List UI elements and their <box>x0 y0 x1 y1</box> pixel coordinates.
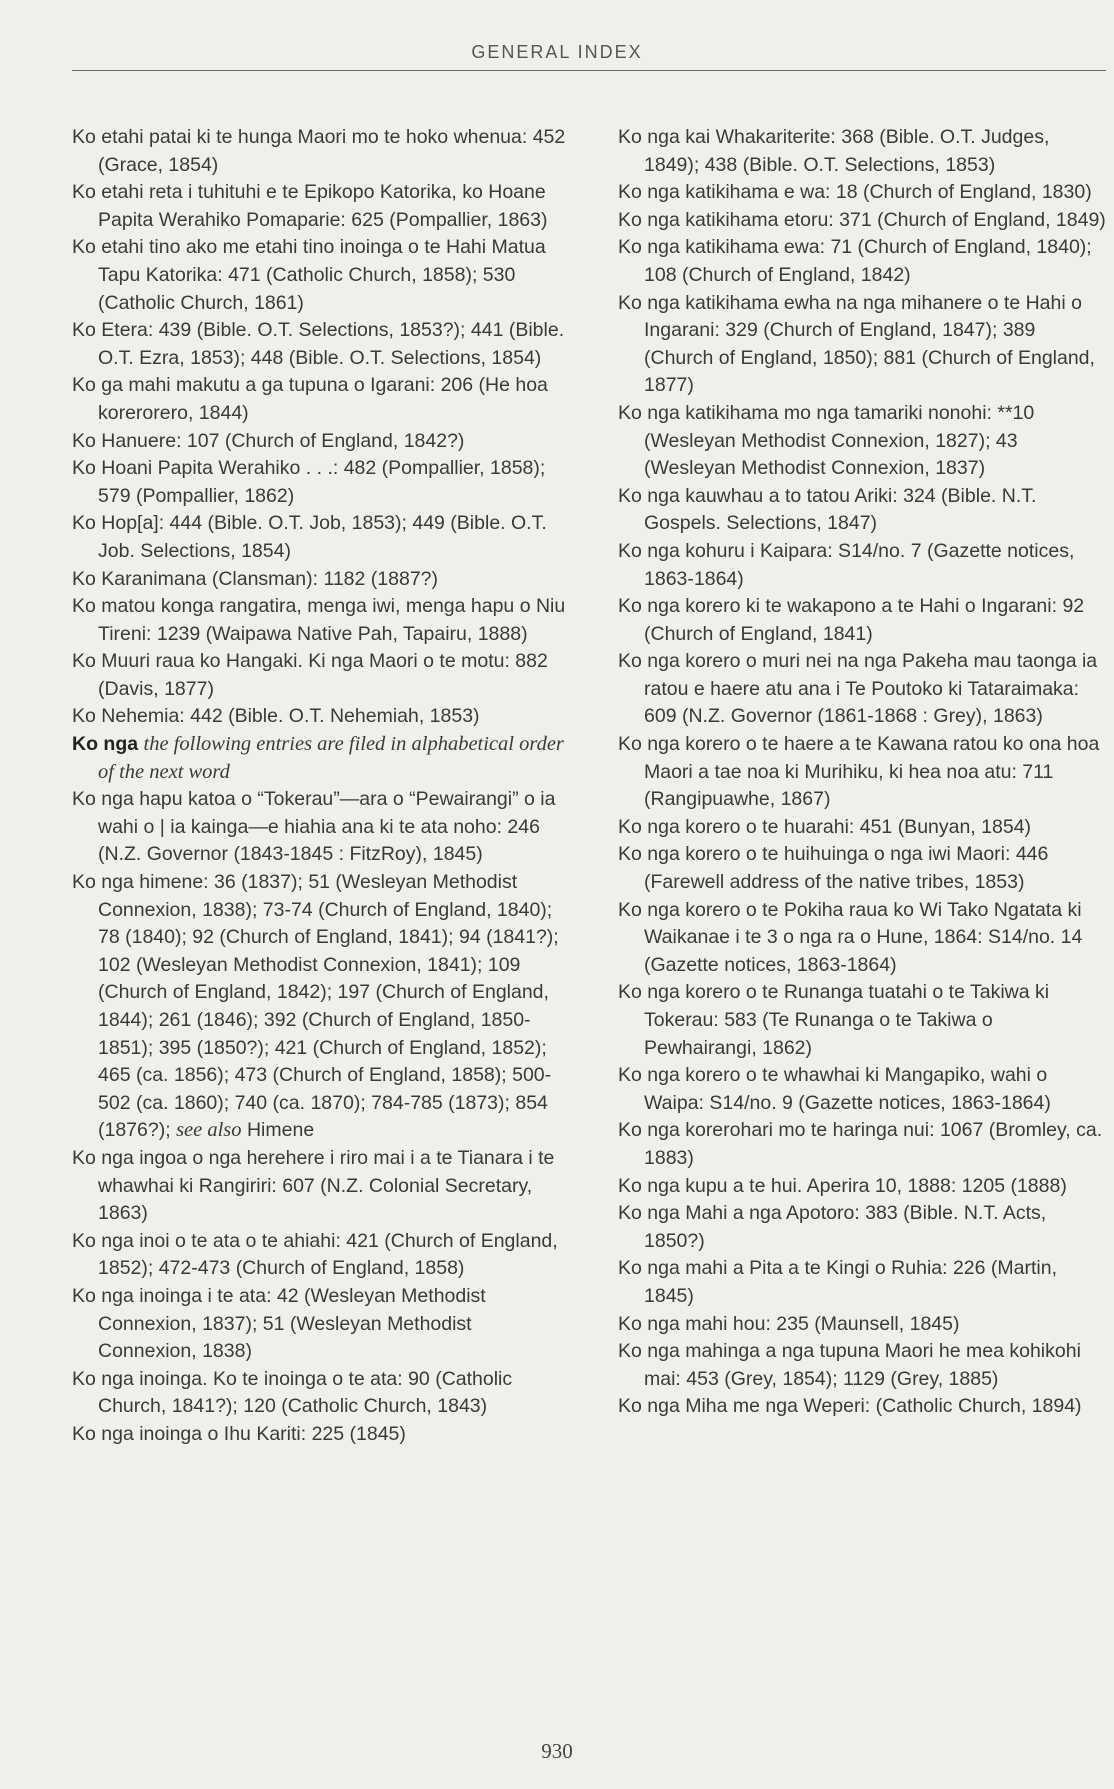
filing-note-heading <box>72 731 567 786</box>
index-entry-himene <box>72 869 567 1145</box>
index-entry: Ko nga korero o te Runanga tuatahi o te Takiwa ki Tokerau: 583 (Te Runanga o te Takiwa o Pewhairangi, 1862) <box>618 981 1050 1059</box>
left-column <box>72 124 567 1449</box>
index-entry: Ko nga inoinga o Ihu Kariti: 225 (1845) <box>72 1422 406 1445</box>
page-number: 930 <box>541 1739 573 1763</box>
index-entry: Ko nga korero o te huihuinga o nga iwi Maori: 446 (Farewell address of the native tribes, 1853) <box>618 843 1049 894</box>
index-entry: Ko etahi patai ki te hunga Maori mo te hoko whenua: 452 (Grace, 1854) <box>72 126 566 176</box>
index-entry: Ko nga Mahi a nga Apotoro: 383 (Bible. N.T. Acts, 1850?) <box>618 1202 1047 1252</box>
index-entry: Ko nga hapu katoa o “Tokerau”—ara o “Pewairangi” o ia wahi o | ia kainga—e hiahia ana ki te ata noho: 246 (N.Z. Governor (1843-1845 : FitzRoy), 1845) <box>72 788 556 866</box>
index-entry: Ko Etera: 439 (Bible. O.T. Selections, 1853?); 441 (Bible. O.T. Ezra, 1853); 448 (Bible. O.T. Selections, 1854) <box>72 319 565 369</box>
index-entry: Ko Karanimana (Clansman): 1182 (1887?) <box>72 567 439 590</box>
index-entry: Ko nga korero o te whawhai ki Mangapiko, wahi o Waipa: S14/no. 9 (Gazette notices, 1863-1864) <box>618 1064 1051 1114</box>
index-entry: Ko nga katikihama ewa: 71 (Church of England, 1840); 108 (Church of England, 1842) <box>618 236 1092 286</box>
index-entry: Ko nga korero o te huarahi: 451 (Bunyan, 1854) <box>618 815 1032 838</box>
index-entry: Ko nga korero o muri nei na nga Pakeha mau taonga ia ratou e haere atu ana i Te Poutoko ki Tataraimaka: 609 (N.Z. Governor (1861-1868 : Grey), 1863) <box>618 650 1098 728</box>
index-entry: Ko nga inoinga i te ata: 42 (Wesleyan Methodist Connexion, 1837); 51 (Wesleyan Methodist Connexion, 1838) <box>72 1284 486 1363</box>
index-entry: Ko ga mahi makutu a ga tupuna o Igarani: 206 (He hoa korerorero, 1844) <box>72 374 548 424</box>
index-entry: Ko nga kauwhau a to tatou Ariki: 324 (Bible. N.T. Gospels. Selections, 1847) <box>618 484 1037 535</box>
index-entry: Ko Hoani Papita Werahiko . . .: 482 (Pompallier, 1858); 579 (Pompallier, 1862) <box>72 457 546 507</box>
index-entry: Ko nga katikihama etoru: 371 (Church of England, 1849) <box>618 208 1106 231</box>
index-entry: Ko Hop[a]: 444 (Bible. O.T. Job, 1853); 449 (Bible. O.T. Job. Selections, 1854) <box>72 512 547 562</box>
index-entry: Ko nga mahinga a nga tupuna Maori he mea kohikohi mai: 453 (Grey, 1854); 1129 (Grey, 1885) <box>618 1340 1081 1390</box>
index-entry: Ko nga ingoa o nga herehere i riro mai i a te Tianara i te whawhai ki Rangiriri: 607 (N.Z. Colonial Secretary, 1863) <box>72 1146 555 1225</box>
right-column <box>618 124 1106 1421</box>
index-entry: Ko nga korero ki te wakapono a te Hahi o Ingarani: 92 (Church of England, 1841) <box>618 595 1085 645</box>
see-also-label: see also <box>176 1119 242 1142</box>
heading-term: Ko nga <box>72 733 139 756</box>
filing-note: the following entries are filed in alphabetical order of the next word <box>98 733 564 783</box>
index-entry: Ko Nehemia: 442 (Bible. O.T. Nehemiah, 1853) <box>72 705 480 728</box>
index-entry: Ko nga inoi o te ata o te ahiahi: 421 (Church of England, 1852); 472-473 (Church of England, 1858) <box>72 1229 558 1280</box>
running-header: GENERAL INDEX <box>471 42 643 62</box>
index-entry: Ko nga katikihama ewha na nga mihanere o te Hahi o Ingarani: 329 (Church of England, 1847); 389 (Church of England, 1850); 881 (Church of England, 1877) <box>618 291 1095 397</box>
index-entry: Ko nga katikihama e wa: 18 (Church of England, 1830) <box>618 181 1092 204</box>
index-entry: Ko nga mahi a Pita a te Kingi o Ruhia: 226 (Martin, 1845) <box>618 1257 1057 1307</box>
index-entry: Ko nga kohuru i Kaipara: S14/no. 7 (Gazette notices, 1863-1864) <box>618 539 1075 590</box>
entry-text: Ko nga himene: 36 (1837); 51 (Wesleyan Methodist Connexion, 1838); 73-74 (Church of England, 1840); 78 (1840); 92 (Church of England, 1841); 94 (1841?); 102 (Wesleyan Methodist Connexion, 1841); 109 (Church of England, 1842); 197 (Church of England, 1844); 261 (1846); 392 (Church of England, 1850-1851); 395 (1850?); 421 (Church of England, 1852); 465 (ca. 1856); 473 (Church of England, 1858); 500-502 (ca. 1860); 740 (ca. 1870); 784-785 (1873); 854 (1876?); <box>72 871 559 1142</box>
index-entry: Ko nga mahi hou: 235 (Maunsell, 1845) <box>618 1312 960 1335</box>
index-entry: Ko matou konga rangatira, menga iwi, menga hapu o Niu Tireni: 1239 (Waipawa Native Pah, Tapairu, 1888) <box>72 595 566 645</box>
header-rule <box>72 70 1106 71</box>
index-entry: Ko nga korero o te Pokiha raua ko Wi Tako Ngatata ki Waikanae i te 3 o nga ra o Hune, 1864: S14/no. 14 (Gazette notices, 1863-1864) <box>618 898 1083 976</box>
index-entry: Ko nga inoinga. Ko te inoinga o te ata: 90 (Catholic Church, 1841?); 120 (Catholic Church, 1843) <box>72 1367 513 1418</box>
index-entry: Ko nga korerohari mo te haringa nui: 1067 (Bromley, ca. 1883) <box>618 1119 1103 1169</box>
index-entry: Ko etahi reta i tuhituhi e te Epikopo Katorika, ko Hoane Papita Werahiko Pomaparie: 625 (Pompallier, 1863) <box>72 181 548 231</box>
index-entry: Ko nga korero o te haere a te Kawana ratou ko ona hoa Maori a tae noa ki Murihiku, ki hea noa atu: 711 (Rangipuawhe, 1867) <box>618 733 1100 811</box>
index-entry: Ko etahi tino ako me etahi tino inoinga o te Hahi Matua Tapu Katorika: 471 (Catholic Church, 1858); 530 (Catholic Church, 1861) <box>72 236 546 314</box>
index-entry: Ko Hanuere: 107 (Church of England, 1842?) <box>72 429 465 452</box>
see-also-target: Himene <box>246 1119 315 1142</box>
index-entry: Ko nga Miha me nga Weperi: (Catholic Church, 1894) <box>618 1395 1082 1418</box>
index-entry: Ko Muuri raua ko Hangaki. Ki nga Maori o te motu: 882 (Davis, 1877) <box>72 650 548 700</box>
index-entry: Ko nga kupu a te hui. Aperira 10, 1888: 1205 (1888) <box>618 1174 1067 1197</box>
index-entry: Ko nga katikihama mo nga tamariki nonohi: **10 (Wesleyan Methodist Connexion, 1827); 43 (Wesleyan Methodist Connexion, 1837) <box>618 401 1035 480</box>
index-entry: Ko nga kai Whakariterite: 368 (Bible. O.T. Judges, 1849); 438 (Bible. O.T. Selections, 1853) <box>618 126 1050 176</box>
